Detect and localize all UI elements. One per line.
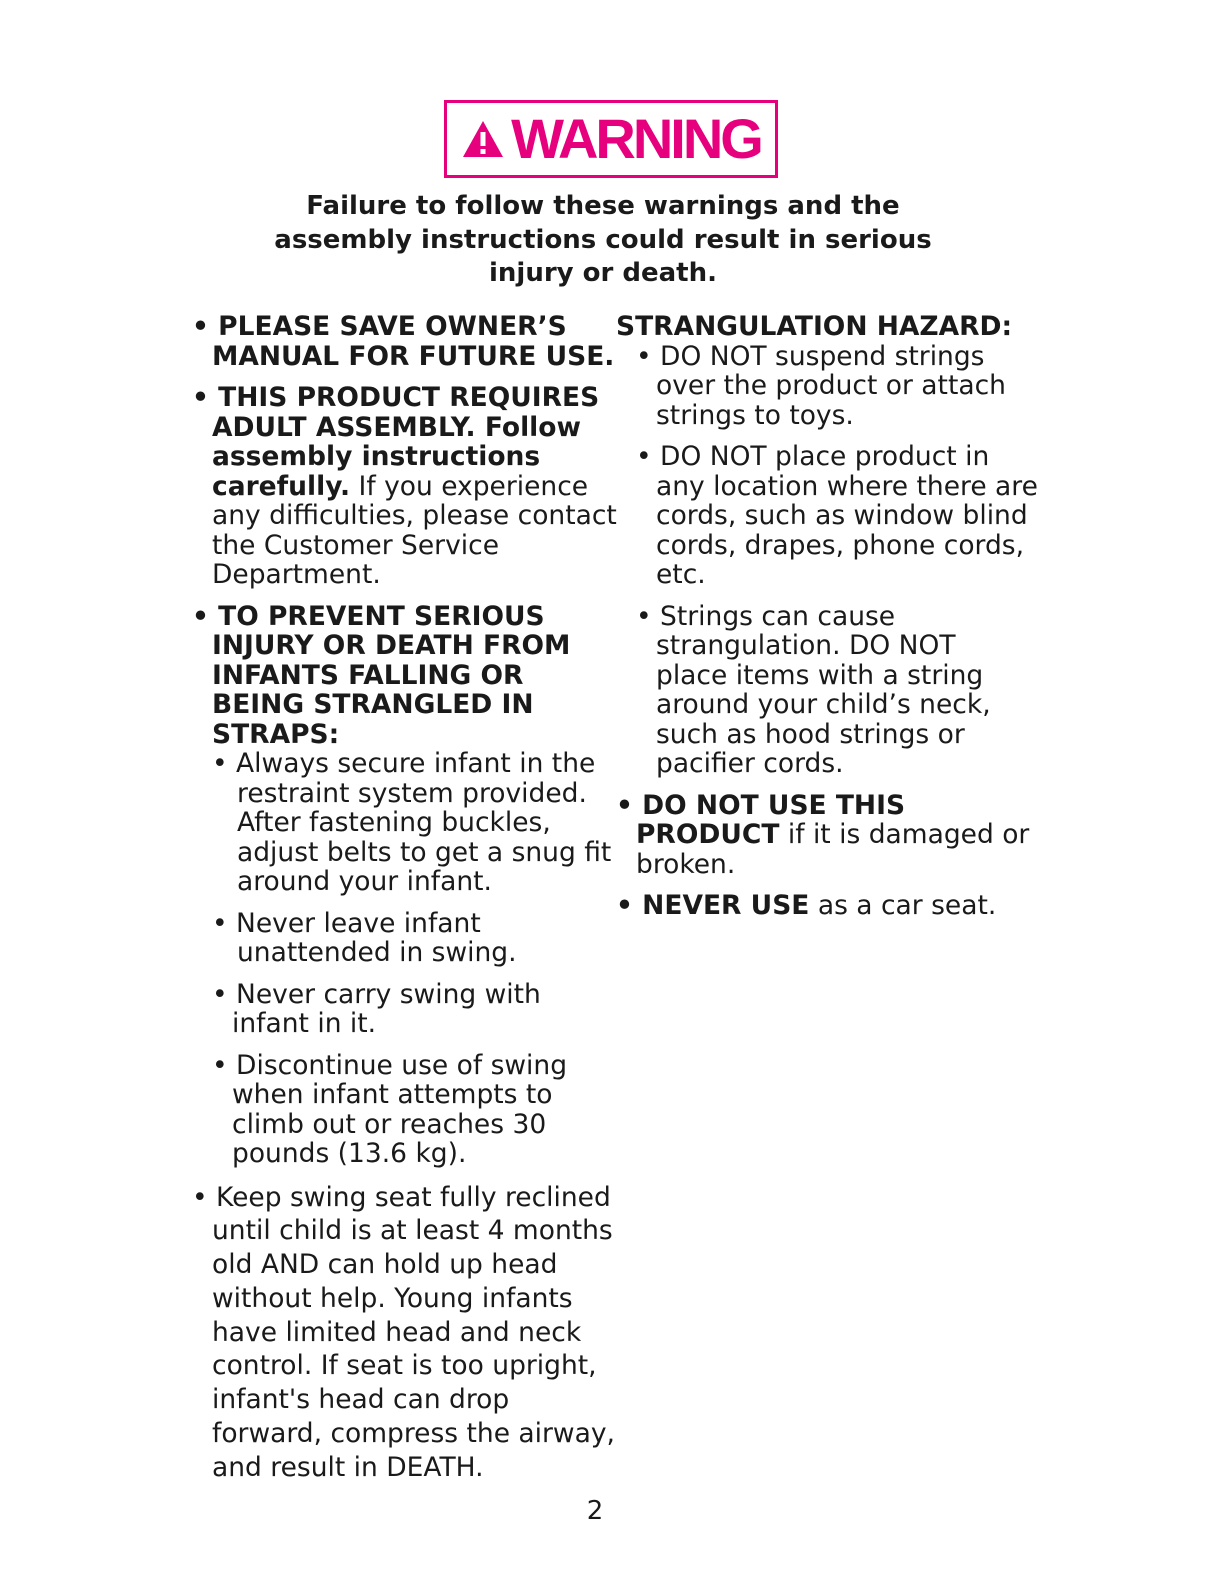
item-line: After fastening buckles, bbox=[237, 807, 551, 838]
left-column bbox=[192, 311, 617, 1497]
item-line: PRODUCT if it is damaged or bbox=[636, 819, 1030, 850]
warning-triangle-icon bbox=[461, 119, 505, 159]
item-line: • Discontinue use of swing bbox=[212, 1049, 568, 1081]
never-use-item bbox=[616, 891, 1036, 921]
item-line: without help. Young infants bbox=[212, 1282, 573, 1314]
item-line: • Strings can cause bbox=[636, 600, 896, 632]
sub-item-never-carry bbox=[212, 980, 602, 1039]
recline-item bbox=[192, 1181, 615, 1485]
sub-item-discontinue bbox=[212, 1051, 602, 1169]
sub-item-strings-strangulation bbox=[636, 602, 1036, 779]
item-line: • DO NOT place product in bbox=[636, 441, 990, 472]
item-line: until child is at least 4 months bbox=[212, 1215, 613, 1247]
item-line: INJURY OR DEATH FROM bbox=[212, 630, 571, 661]
item-line: • DO NOT USE THIS bbox=[616, 789, 906, 821]
warning-title: WARNING bbox=[511, 107, 761, 170]
item-line: strangulation. DO NOT bbox=[656, 630, 956, 661]
item-line: such as hood strings or bbox=[656, 718, 965, 750]
item-line: infant in it. bbox=[232, 1008, 377, 1039]
intro-line: assembly instructions could result in serious bbox=[274, 224, 932, 255]
item-line: cords, drapes, phone cords, bbox=[656, 529, 1025, 561]
item-line: unattended in swing. bbox=[237, 937, 517, 968]
item-line: pounds (13.6 kg). bbox=[232, 1138, 467, 1169]
item-line: forward, compress the airway, bbox=[212, 1418, 615, 1450]
item-line: infant's head can drop bbox=[212, 1384, 510, 1416]
item-line: and result in DEATH. bbox=[212, 1451, 484, 1483]
item-line: • NEVER USE as a car seat. bbox=[616, 890, 997, 921]
sub-item-cords bbox=[636, 442, 1036, 590]
item-line: any difficulties, please contact bbox=[212, 500, 617, 531]
item-line: around your infant. bbox=[237, 866, 492, 897]
item-line: place items with a string bbox=[656, 659, 984, 691]
item-line: carefully. If you experience bbox=[212, 470, 589, 502]
item-line: climb out or reaches 30 bbox=[232, 1108, 547, 1140]
intro-statement bbox=[240, 190, 966, 291]
item-line: INFANTS FALLING OR bbox=[212, 659, 524, 691]
item-line: broken. bbox=[636, 848, 736, 880]
item-line: adjust belts to get a snug fit bbox=[237, 836, 612, 868]
item-line: old AND can hold up head bbox=[212, 1249, 558, 1281]
item-line: • Never leave infant bbox=[212, 907, 481, 939]
item-line: control. If seat is too upright, bbox=[212, 1350, 597, 1382]
save-manual-item bbox=[192, 311, 615, 372]
item-line: over the product or attach bbox=[656, 370, 1006, 401]
item-line: cords, such as window blind bbox=[656, 500, 1028, 531]
item-line: around your child’s neck, bbox=[656, 689, 991, 720]
item-line: restraint system provided. bbox=[237, 777, 587, 809]
item-line: pacifier cords. bbox=[656, 748, 844, 779]
item-line: • Keep swing seat fully reclined bbox=[192, 1181, 611, 1213]
sub-item-never-leave bbox=[212, 909, 602, 968]
item-line: Department. bbox=[212, 559, 381, 590]
item-line: etc. bbox=[656, 559, 706, 590]
adult-assembly-item bbox=[192, 382, 617, 590]
page-number: 2 bbox=[586, 1496, 604, 1526]
item-line: STRAPS: bbox=[212, 718, 340, 750]
sub-item-secure-infant bbox=[212, 748, 612, 897]
item-line: strings to toys. bbox=[656, 399, 854, 431]
intro-line: injury or death. bbox=[488, 258, 717, 288]
item-line: when infant attempts to bbox=[232, 1079, 553, 1110]
item-line: • THIS PRODUCT REQUIRES bbox=[192, 382, 600, 413]
item-line: ADULT ASSEMBLY. Follow bbox=[212, 411, 581, 443]
prevent-injury-item bbox=[192, 600, 612, 1169]
item-line: • Never carry swing with bbox=[212, 978, 541, 1010]
strangulation-heading: STRANGULATION HAZARD: bbox=[616, 311, 1013, 342]
item-line: BEING STRANGLED IN bbox=[212, 689, 534, 720]
item-line: • Always secure infant in the bbox=[212, 748, 596, 779]
damaged-item bbox=[616, 791, 1036, 880]
item-line: • TO PREVENT SERIOUS bbox=[192, 600, 545, 632]
item-line: • PLEASE SAVE OWNER’S bbox=[192, 311, 567, 342]
item-line: the Customer Service bbox=[212, 529, 499, 561]
item-line: MANUAL FOR FUTURE USE. bbox=[212, 340, 615, 372]
item-line: any location where there are bbox=[656, 470, 1038, 502]
item-line: assembly instructions bbox=[212, 441, 541, 472]
warning-banner bbox=[444, 100, 778, 178]
item-line: • DO NOT suspend strings bbox=[636, 340, 985, 372]
item-line: have limited head and neck bbox=[212, 1316, 582, 1348]
sub-item-suspend-strings bbox=[636, 342, 1036, 431]
intro-line: Failure to follow these warnings and the bbox=[306, 191, 900, 221]
right-column bbox=[616, 312, 1036, 933]
